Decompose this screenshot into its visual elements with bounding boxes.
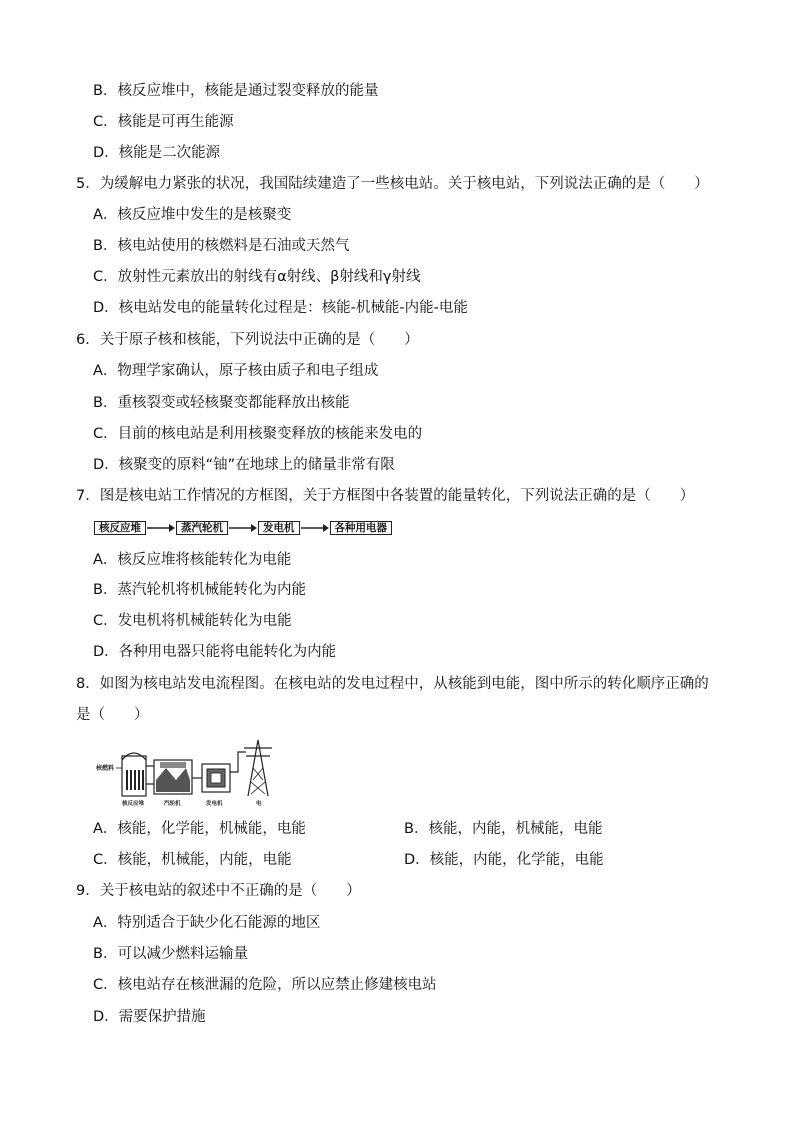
q8-option-c: C．核能，机械能，内能，电能	[93, 852, 292, 868]
arrow-right-icon	[228, 522, 258, 534]
turbine-icon	[154, 760, 192, 794]
label-generator: 发电机	[206, 801, 223, 807]
flow-box-turbine: 蒸汽轮机	[176, 521, 228, 535]
q4-option-b: B．核反应堆中，核能是通过裂变释放的能量	[93, 83, 379, 99]
transmission-tower-icon	[244, 740, 272, 796]
q8-power-plant-diagram	[96, 738, 286, 808]
generator-icon	[202, 764, 230, 792]
flow-box-generator: 发电机	[258, 521, 300, 535]
q8-option-d: D．核能，内能，化学能，电能	[404, 852, 604, 868]
q8-stem-line1: 8．如图为核电站发电流程图。在核电站的发电过程中，从核能到电能，图中所示的转化顺序正确的	[76, 676, 709, 692]
q6-option-b: B．重核裂变或轻核聚变都能释放出核能	[93, 395, 350, 411]
q4-option-c: C．核能是可再生能源	[93, 114, 234, 130]
q7-option-a: A．核反应堆将核能转化为电能	[93, 552, 292, 568]
arrow-right-icon	[300, 522, 330, 534]
arrow-right-icon	[146, 522, 176, 534]
q5-option-d: D．核电站发电的能量转化过程是：核能-机械能-内能-电能	[93, 300, 468, 316]
q8-option-a: A．核能，化学能，机械能，电能	[93, 821, 306, 837]
q7-option-b: B．蒸汽轮机将机械能转化为内能	[93, 582, 306, 598]
label-turbine: 汽轮机	[164, 801, 181, 807]
q7-option-d: D．各种用电器只能将电能转化为内能	[93, 644, 337, 660]
q6-option-c: C．目前的核电站是利用核聚变释放的核能来发电的	[93, 426, 423, 442]
q5-option-c: C．放射性元素放出的射线有α射线、β射线和γ射线	[93, 269, 421, 285]
reactor-icon	[122, 753, 146, 796]
q9-option-c: C．核电站存在核泄漏的危险，所以应禁止修建核电站	[93, 977, 437, 993]
flow-box-reactor: 核反应堆	[94, 521, 146, 535]
q9-option-a: A．特别适合于缺少化石能源的地区	[93, 915, 321, 931]
q5-stem: 5．为缓解电力紧张的状况，我国陆续建造了一些核电站。关于核电站，下列说法正确的是（ ）	[76, 176, 709, 192]
q6-stem: 6．关于原子核和核能，下列说法中正确的是（ ）	[76, 332, 419, 348]
q9-stem: 9．关于核电站的叙述中不正确的是（ ）	[76, 883, 361, 899]
label-fuel: 核燃料	[96, 765, 115, 772]
q5-option-b: B．核电站使用的核燃料是石油或天然气	[93, 238, 350, 254]
q7-stem: 7．图是核电站工作情况的方框图，关于方框图中各装置的能量转化，下列说法正确的是（ ）	[76, 488, 695, 504]
q9-option-b: B．可以减少燃料运输量	[93, 946, 248, 962]
q6-option-d: D．核聚变的原料“铀”在地球上的储量非常有限	[93, 457, 395, 473]
q7-option-c: C．发电机将机械能转化为电能	[93, 613, 292, 629]
q8-option-b: B．核能，内能，机械能，电能	[404, 821, 603, 837]
label-reactor: 核反应堆	[122, 801, 145, 807]
q4-option-d: D．核能是二次能源	[93, 145, 221, 161]
q6-option-a: A．物理学家确认，原子核由质子和电子组成	[93, 363, 379, 379]
q8-stem-line2: 是（ ）	[76, 707, 149, 723]
q7-flow-diagram	[94, 520, 392, 536]
q9-option-d: D．需要保护措施	[93, 1009, 206, 1025]
label-electricity: 电	[256, 801, 262, 807]
q5-option-a: A．核反应堆中发生的是核聚变	[93, 207, 292, 223]
flow-box-appliances: 各种用电器	[330, 521, 393, 535]
